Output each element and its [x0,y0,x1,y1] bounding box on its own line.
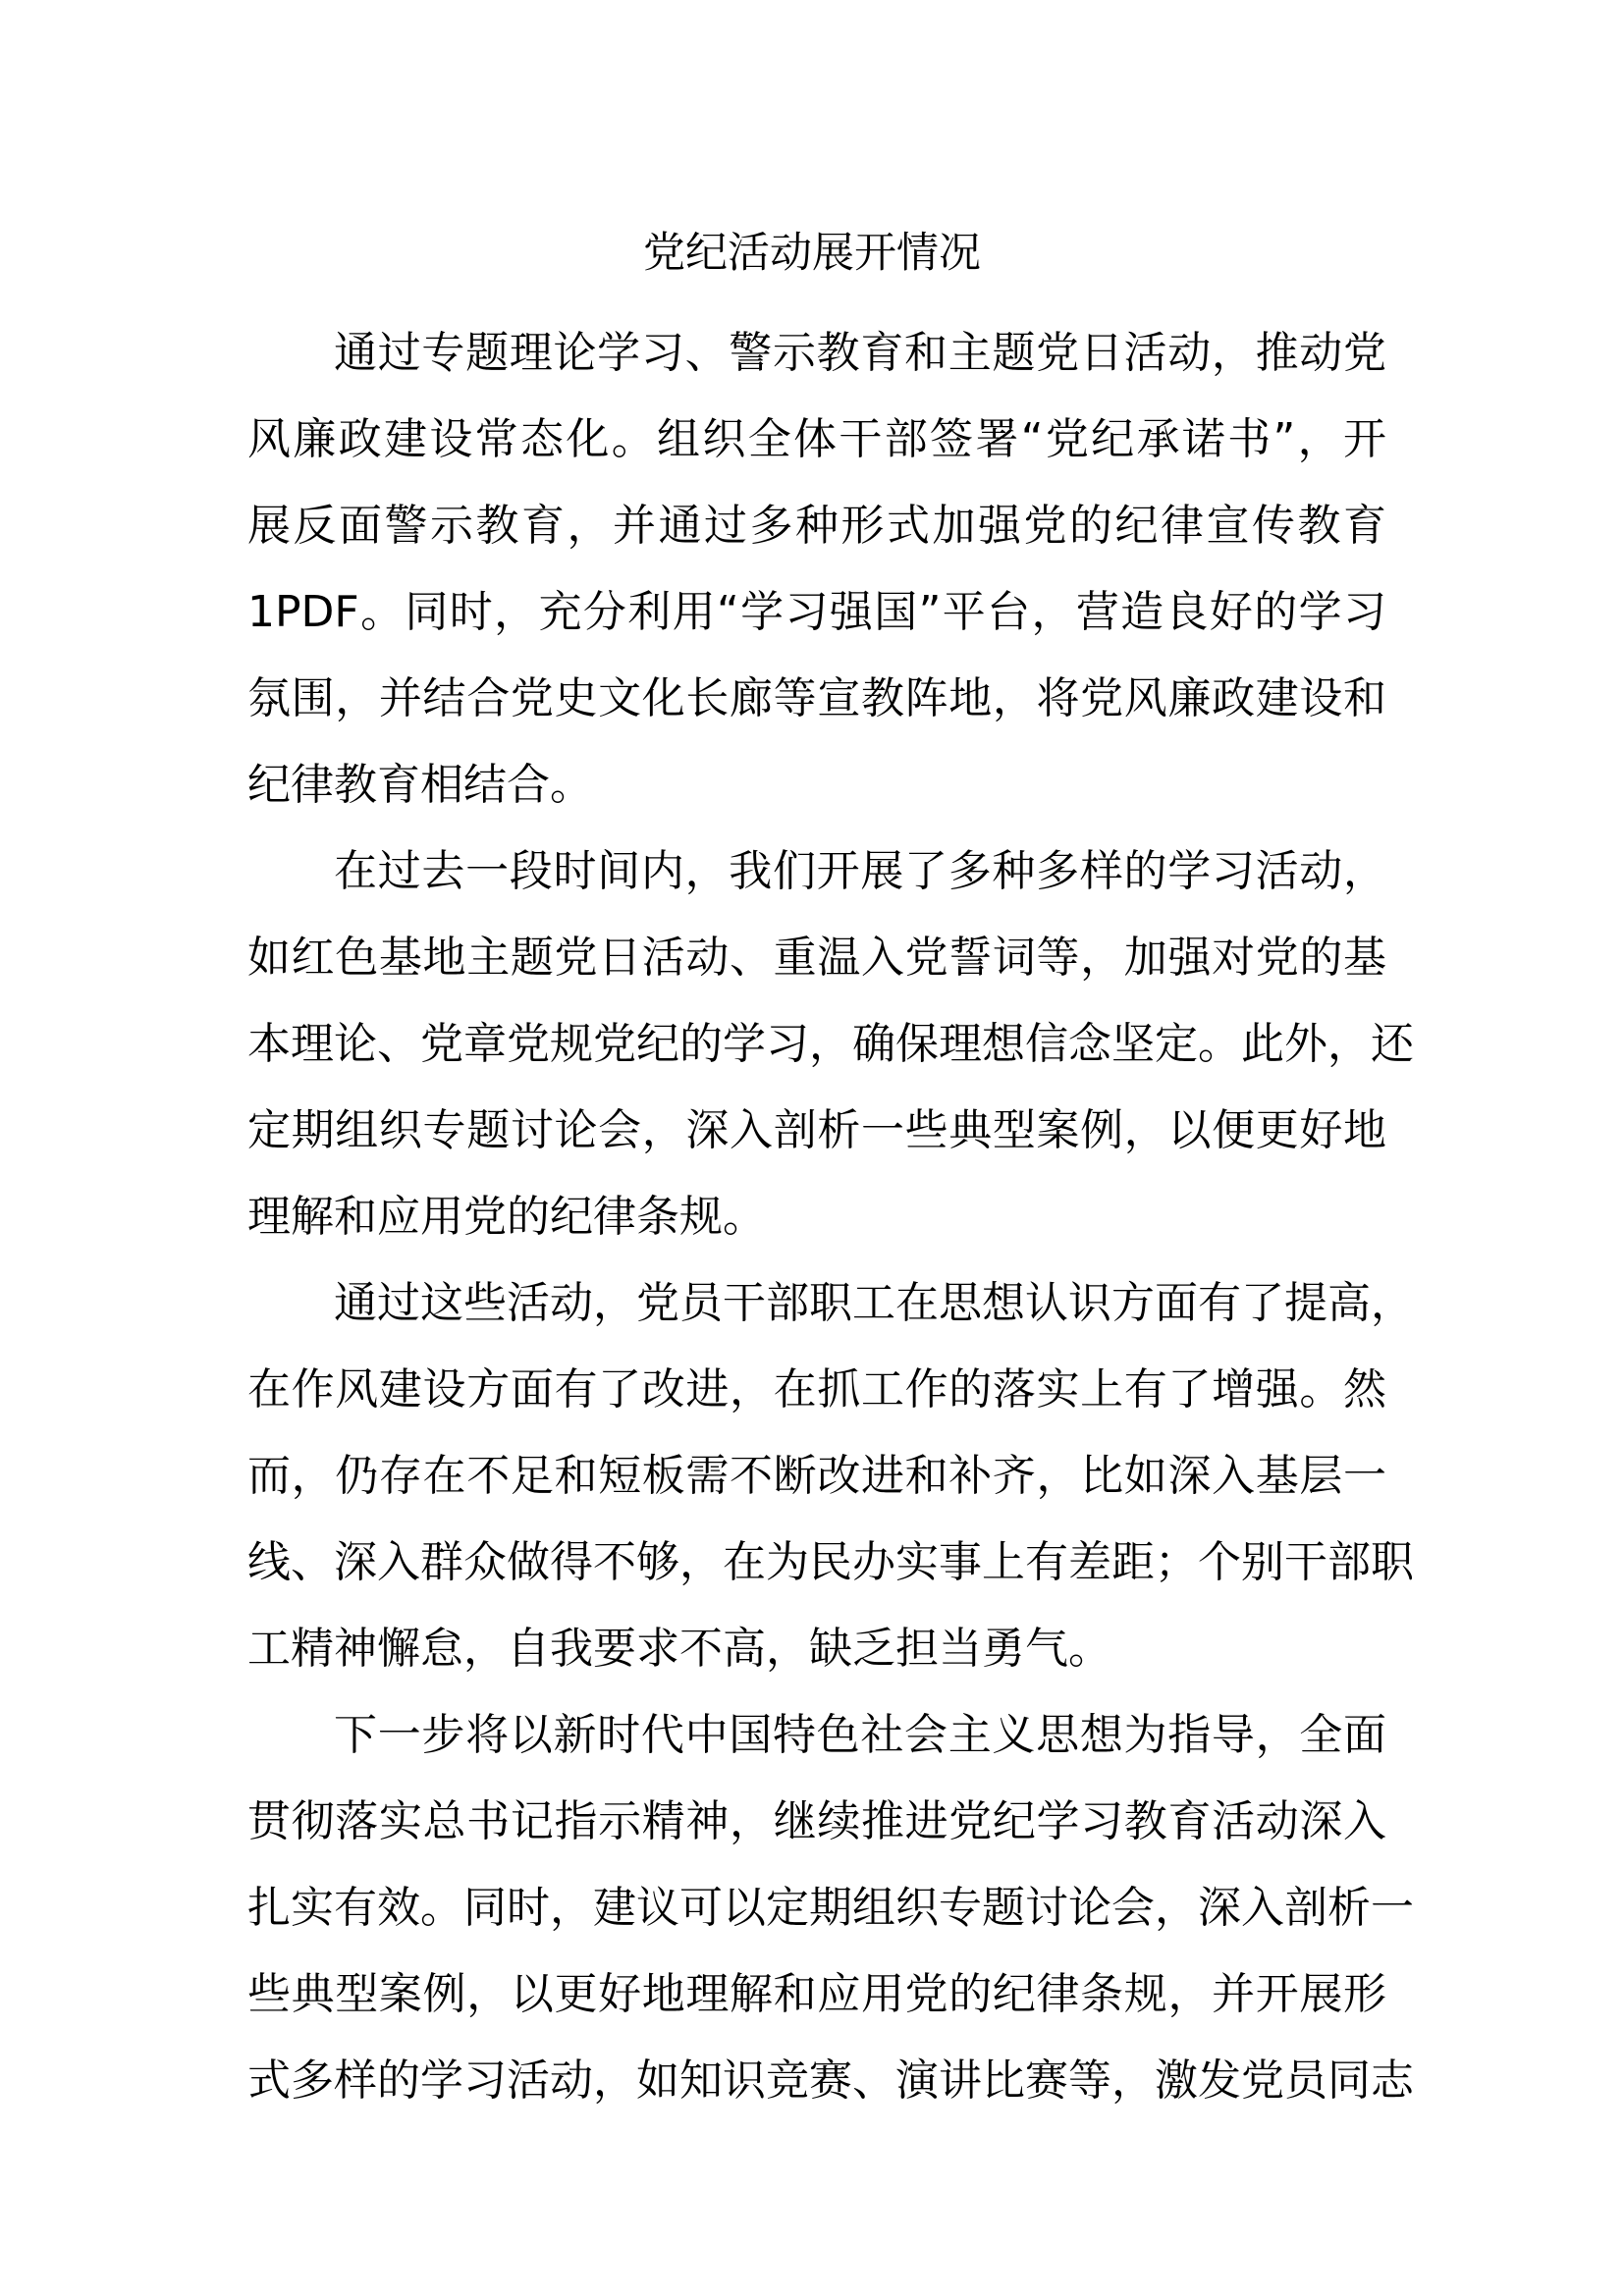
paragraph-1-line-2: 风廉政建设常态化。组织全体干部签署“党纪承诺书”，开 [247,414,1386,464]
paragraph-1-line-3: 展反面警示教育，并通过多种形式加强党的纪律宣传教育 [247,501,1386,551]
paragraph-3-line-5: 工精神懈怠，自我要求不高，缺乏担当勇气。 [247,1624,1111,1674]
paragraph-3-line-3: 而，仍存在不足和短板需不断改进和补齐，比如深入基层一 [247,1451,1386,1501]
paragraph-3-line-4: 线、深入群众做得不够，在为民办实事上有差距；个别干部职 [247,1537,1414,1587]
paragraph-1-line-1: 通过专题理论学习、警示教育和主题党日活动，推动党 [334,328,1386,378]
paragraph-4-line-1: 下一步将以新时代中国特色社会主义思想为指导，全面 [334,1710,1386,1760]
paragraph-2-line-5: 理解和应用党的纪律条规。 [247,1192,766,1242]
document-body [247,310,1414,2124]
paragraph-2-line-1: 在过去一段时间内，我们开展了多种多样的学习活动， [334,846,1386,896]
paragraph-2-line-3: 本理论、党章党规党纪的学习，确保理想信念坚定。此外，还 [247,1019,1414,1069]
paragraph-2-line-4: 定期组织专题讨论会，深入剖析一些典型案例，以便更好地 [247,1105,1386,1155]
paragraph-1-line-5: 氛围，并结合党史文化长廊等宣教阵地，将党风廉政建设和 [247,673,1386,723]
paragraph-4-line-4: 些典型案例，以更好地理解和应用党的纪律条规，并开展形 [247,1969,1386,2019]
paragraph-4-line-2: 贯彻落实总书记指示精神，继续推进党纪学习教育活动深入 [247,1796,1386,1846]
paragraph-3-line-1: 通过这些活动，党员干部职工在思想认识方面有了提高， [334,1278,1414,1328]
paragraph-2-line-2: 如红色基地主题党日活动、重温入党誓词等，加强对党的基 [247,933,1386,983]
document-title: 党纪活动展开情况 [643,229,981,278]
paragraph-4-line-5: 式多样的学习活动，如知识竞赛、演讲比赛等，激发党员同志 [247,2056,1414,2106]
paragraph-3-line-2: 在作风建设方面有了改进，在抓工作的落实上有了增强。然 [247,1364,1386,1415]
paragraph-1-line-4: 1PDF。同时，充分利用“学习强国”平台，营造良好的学习 [247,587,1386,637]
paragraph-4-line-3: 扎实有效。同时，建议可以定期组织专题讨论会，深入剖析一 [247,1883,1414,1933]
paragraph-1-line-6: 纪律教育相结合。 [247,760,593,810]
